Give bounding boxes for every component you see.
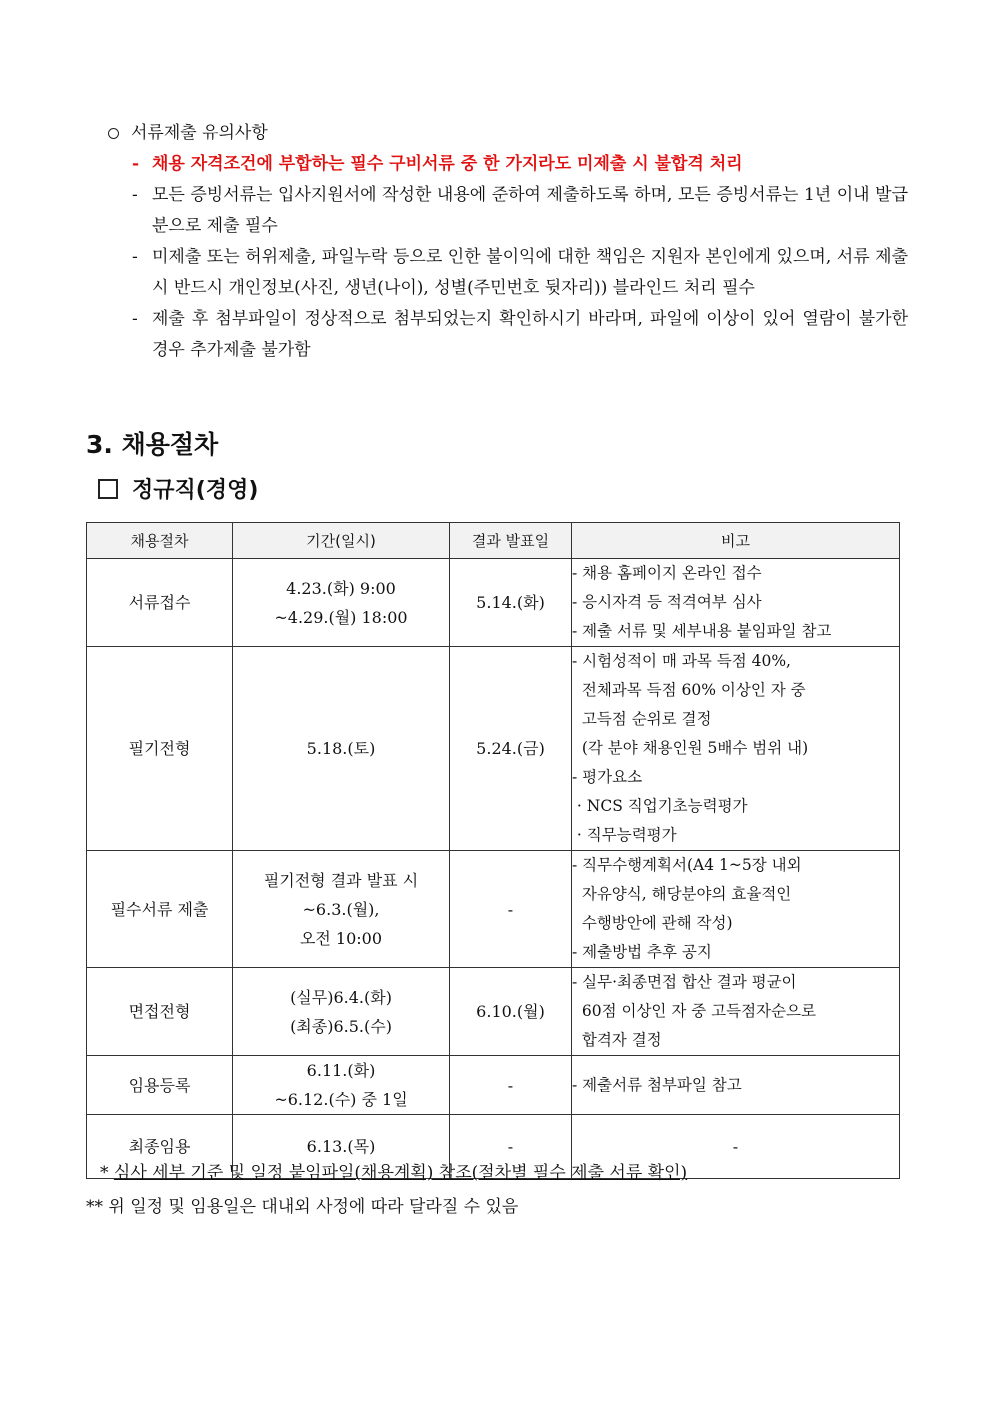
row-result: 5.24.(금) bbox=[450, 647, 572, 851]
row-result: - bbox=[450, 1115, 572, 1179]
table-row bbox=[87, 1056, 900, 1115]
submission-notice bbox=[108, 118, 908, 366]
checkbox-square-icon bbox=[98, 479, 118, 499]
dash-icon: - bbox=[132, 247, 138, 267]
note-line: - 제출방법 추후 공지 bbox=[572, 943, 712, 961]
dash-icon: - bbox=[132, 154, 140, 174]
note-line: - 제출서류 첨부파일 참고 bbox=[572, 1075, 742, 1094]
period-line: 필기전형 결과 발표 시 bbox=[263, 870, 419, 890]
row-step: 면접전형 bbox=[87, 968, 233, 1056]
note-line: 전체과목 득점 60% 이상인 자 중 bbox=[572, 681, 806, 699]
subsection-title: 정규직(경영) bbox=[132, 478, 259, 503]
row-period bbox=[233, 559, 450, 647]
note-line: 고득점 순위로 결정 bbox=[572, 710, 712, 728]
header-period: 기간(일시) bbox=[233, 523, 450, 559]
row-step: 필수서류 제출 bbox=[87, 851, 233, 968]
period-line: 5.18.(토) bbox=[306, 739, 376, 758]
note-line: 60점 이상인 자 중 고득점자순으로 bbox=[572, 1002, 816, 1020]
period-line: 4.23.(화) 9:00 bbox=[286, 578, 396, 598]
notice-heading: 서류제출 유의사항 bbox=[131, 123, 268, 143]
note-line: - 직무수행계획서(A4 1~5장 내외 bbox=[572, 856, 802, 874]
row-step: 필기전형 bbox=[87, 647, 233, 851]
row-result: - bbox=[450, 851, 572, 968]
row-period bbox=[233, 968, 450, 1056]
note-line: - 응시자격 등 적격여부 심사 bbox=[572, 593, 762, 611]
table-row bbox=[87, 647, 900, 851]
notice-item-text: 모든 증빙서류는 입사지원서에 작성한 내용에 준하여 제출하도록 하며, 모든 증빙서류는 1년 이내 발급분으로 제출 필수 bbox=[152, 185, 908, 236]
note-line: · 직무능력평가 bbox=[572, 826, 677, 844]
subsection-title-row bbox=[98, 473, 258, 504]
note-line: 수행방안에 관해 작성) bbox=[572, 914, 733, 932]
period-line: ~6.12.(수) 중 1일 bbox=[274, 1090, 408, 1109]
notice-item-1 bbox=[108, 149, 908, 180]
row-result: 5.14.(화) bbox=[450, 559, 572, 647]
row-step: 최종임용 bbox=[87, 1115, 233, 1179]
dash-icon: - bbox=[132, 309, 138, 329]
period-line: (실무)6.4.(화) bbox=[290, 987, 392, 1007]
circle-bullet-icon bbox=[108, 128, 119, 139]
period-line: 6.11.(화) bbox=[306, 1061, 376, 1080]
header-step: 채용절차 bbox=[87, 523, 233, 559]
note-line: - 채용 홈페이지 온라인 접수 bbox=[572, 564, 762, 582]
schedule-table bbox=[86, 522, 900, 1179]
period-line: ~6.3.(월), bbox=[302, 899, 380, 919]
header-note: 비고 bbox=[572, 523, 900, 559]
period-line: 오전 10:00 bbox=[299, 928, 383, 948]
dash-icon: - bbox=[132, 185, 138, 205]
period-line: 6.13.(목) bbox=[306, 1137, 376, 1156]
row-period bbox=[233, 647, 450, 851]
table-row bbox=[87, 851, 900, 968]
row-note bbox=[572, 851, 900, 968]
notice-item-2 bbox=[108, 180, 908, 242]
footnote-1 bbox=[100, 1158, 687, 1183]
row-period bbox=[233, 851, 450, 968]
note-line: - 제출 서류 및 세부내용 붙임파일 참고 bbox=[572, 622, 832, 640]
row-note bbox=[572, 1056, 900, 1115]
row-result: 6.10.(월) bbox=[450, 968, 572, 1056]
period-line: ~4.29.(월) 18:00 bbox=[274, 607, 408, 627]
table-row bbox=[87, 968, 900, 1056]
note-line: 자유양식, 해당분야의 효율적인 bbox=[572, 885, 792, 903]
row-note bbox=[572, 559, 900, 647]
note-line: - 시험성적이 매 과목 득점 40%, bbox=[572, 652, 791, 670]
footnote-mark: * bbox=[100, 1163, 109, 1183]
notice-item-3 bbox=[108, 242, 908, 304]
period-line: (최종)6.5.(수) bbox=[290, 1016, 392, 1036]
row-step: 임용등록 bbox=[87, 1056, 233, 1115]
footnote-1-text: 심사 세부 기준 및 일정 붙임파일(채용계획) 참조(절차별 필수 제출 서류 확인) bbox=[113, 1163, 688, 1183]
table-header-row bbox=[87, 523, 900, 559]
note-line: - 평가요소 bbox=[572, 768, 643, 786]
section-title: 3. 채용절차 bbox=[86, 430, 219, 459]
note-line: · NCS 직업기초능력평가 bbox=[572, 797, 748, 815]
row-note bbox=[572, 968, 900, 1056]
row-result: - bbox=[450, 1056, 572, 1115]
note-line: 합격자 결정 bbox=[572, 1031, 662, 1049]
note-line: - 실무·최종면접 합산 결과 평균이 bbox=[572, 973, 797, 991]
notice-item-4 bbox=[108, 304, 908, 366]
footnote-2: ** 위 일정 및 임용일은 대내외 사정에 따라 달라질 수 있음 bbox=[86, 1197, 519, 1217]
row-period bbox=[233, 1056, 450, 1115]
notice-item-text: 제출 후 첨부파일이 정상적으로 첨부되었는지 확인하시기 바라며, 파일에 이상이 있어 열람이 불가한 경우 추가제출 불가함 bbox=[152, 309, 908, 360]
row-note: - bbox=[572, 1115, 900, 1179]
row-note bbox=[572, 647, 900, 851]
notice-item-text: 미제출 또는 허위제출, 파일누락 등으로 인한 불이익에 대한 책임은 지원자 본인에게 있으며, 서류 제출 시 반드시 개인정보(사진, 생년(나이), 성별(주민번호 뒷자리)) 블라인드 처리 필수 bbox=[152, 247, 908, 298]
header-result: 결과 발표일 bbox=[450, 523, 572, 559]
note-line: (각 분야 채용인원 5배수 범위 내) bbox=[572, 739, 809, 757]
table-row bbox=[87, 559, 900, 647]
notice-heading-row bbox=[108, 118, 908, 149]
notice-item-text: 채용 자격조건에 부합하는 필수 구비서류 중 한 가지라도 미제출 시 불합격 처리 bbox=[152, 154, 743, 174]
row-step: 서류접수 bbox=[87, 559, 233, 647]
